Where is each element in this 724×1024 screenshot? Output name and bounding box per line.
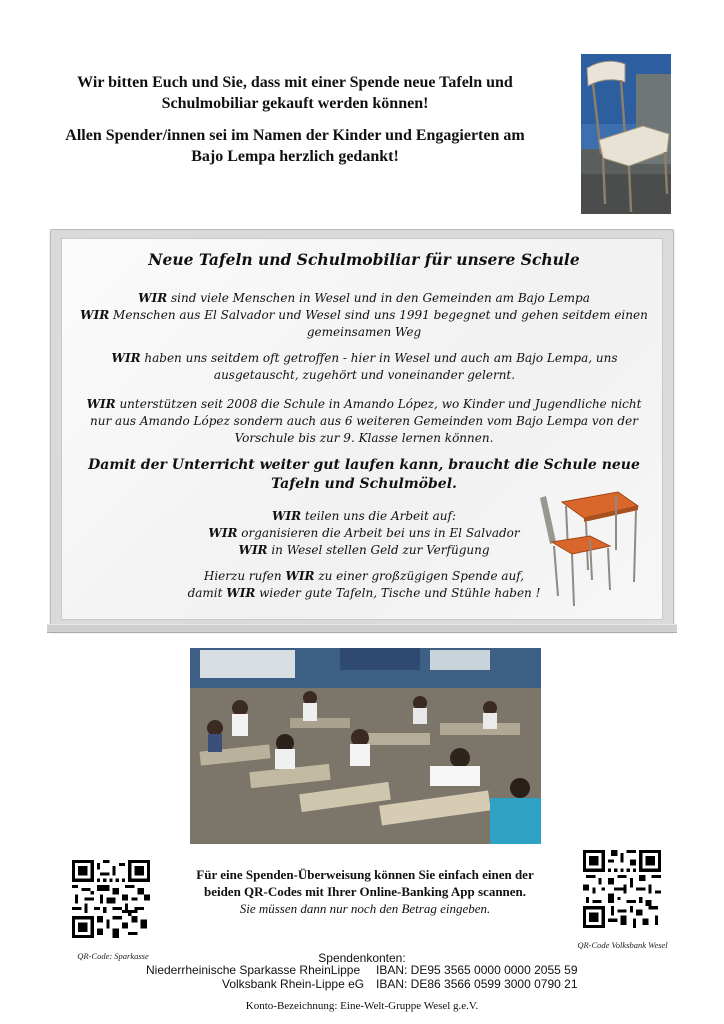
- chair-photo: [581, 54, 671, 214]
- board-text: organisieren die Arbeit bei uns in El Salvador: [237, 526, 520, 540]
- board-call-to-action: Damit der Unterricht weiter gut laufen kann, braucht die Schule neue Tafeln und Schulmöbel.: [88, 457, 640, 492]
- qr-caption-sparkasse: QR-Code: Sparkasse: [77, 951, 149, 961]
- bank-name: Volksbank Rhein-Lippe eG: [222, 977, 365, 991]
- wir-label: WIR: [208, 526, 238, 540]
- wir-label: WIR: [80, 308, 110, 322]
- wir-label: WIR: [285, 569, 315, 583]
- intro-thanks: Allen Spender/innen sei im Namen der Kinder und Engagierten am Bajo Lempa herzlich gedankt!: [65, 127, 525, 165]
- board-text: zu einer großzügigen Spende auf,: [314, 569, 525, 583]
- wir-label: WIR: [111, 351, 141, 365]
- intro-request: Wir bitten Euch und Sie, dass mit einer Spende neue Tafeln und Schulmobiliar gekauft werden können!: [77, 74, 513, 112]
- board-text: Hierzu rufen: [203, 569, 286, 583]
- board-text: sind viele Menschen in Wesel und in den Gemeinden am Bajo Lempa: [167, 291, 590, 305]
- board-title: Neue Tafeln und Schulmobiliar für unsere Schule: [148, 250, 580, 269]
- board-text: teilen uns die Arbeit auf:: [301, 509, 456, 523]
- bank-name: Niederrheinische Sparkasse RheinLippe: [146, 963, 361, 977]
- wir-label: WIR: [226, 586, 256, 600]
- account-designation: Konto-Bezeichnung: Eine-Welt-Gruppe Wesel g.e.V.: [245, 1000, 479, 1012]
- whiteboard-tray: [47, 624, 677, 633]
- wir-label: WIR: [86, 397, 116, 411]
- accounts-title: Spendenkonten:: [318, 951, 406, 965]
- wir-label: WIR: [271, 509, 302, 523]
- transfer-amount-hint: Sie müssen dann nur noch den Betrag eingeben.: [239, 901, 491, 916]
- desk-chair-image: [538, 490, 643, 610]
- board-paragraph-3: [86, 396, 642, 447]
- board-text: Menschen aus El Salvador und Wesel sind uns 1991 begegnet und gehen seitdem einen gemeinsamen Weg: [109, 308, 648, 339]
- board-text: unterstützen seit 2008 die Schule in Amando López, wo Kinder und Jugendliche nicht nur aus Amando López sondern auch aus 6 weiteren Gemeinden vom Bajo Lempa von der Vorschule bis zur 9. Klasse lernen können.: [90, 397, 642, 445]
- classroom-photo: [190, 648, 541, 844]
- board-paragraph-2: [92, 350, 637, 384]
- board-text: haben uns seitdem oft getroffen - hier in Wesel und auch am Bajo Lempa, uns ausgetauscht, zugehört und voneinander gelernt.: [140, 351, 618, 382]
- board-text: wieder gute Tafeln, Tische und Stühle haben !: [255, 586, 541, 600]
- transfer-main-text: Für eine Spenden-Überweisung können Sie einfach einen der beiden QR-Codes mit Ihrer Online-Banking App scannen.: [196, 867, 534, 899]
- account-row: [222, 977, 364, 991]
- qr-code-sparkasse[interactable]: [72, 860, 150, 938]
- board-text: damit: [187, 586, 227, 600]
- account-iban[interactable]: IBAN: DE95 3565 0000 0000 2055 59: [376, 963, 578, 977]
- account-iban[interactable]: IBAN: DE86 3566 0599 3000 0790 21: [376, 977, 578, 991]
- qr-caption-volksbank: QR-Code Volksbank Wesel: [577, 940, 668, 950]
- wir-label: WIR: [138, 291, 168, 305]
- board-text: in Wesel stellen Geld zur Verfügung: [267, 543, 490, 557]
- board-paragraph-1: [64, 290, 664, 341]
- intro-text: [50, 72, 540, 178]
- qr-code-volksbank[interactable]: [583, 850, 661, 928]
- transfer-instructions: [195, 866, 535, 917]
- wir-label: WIR: [238, 543, 268, 557]
- account-row: [146, 963, 360, 977]
